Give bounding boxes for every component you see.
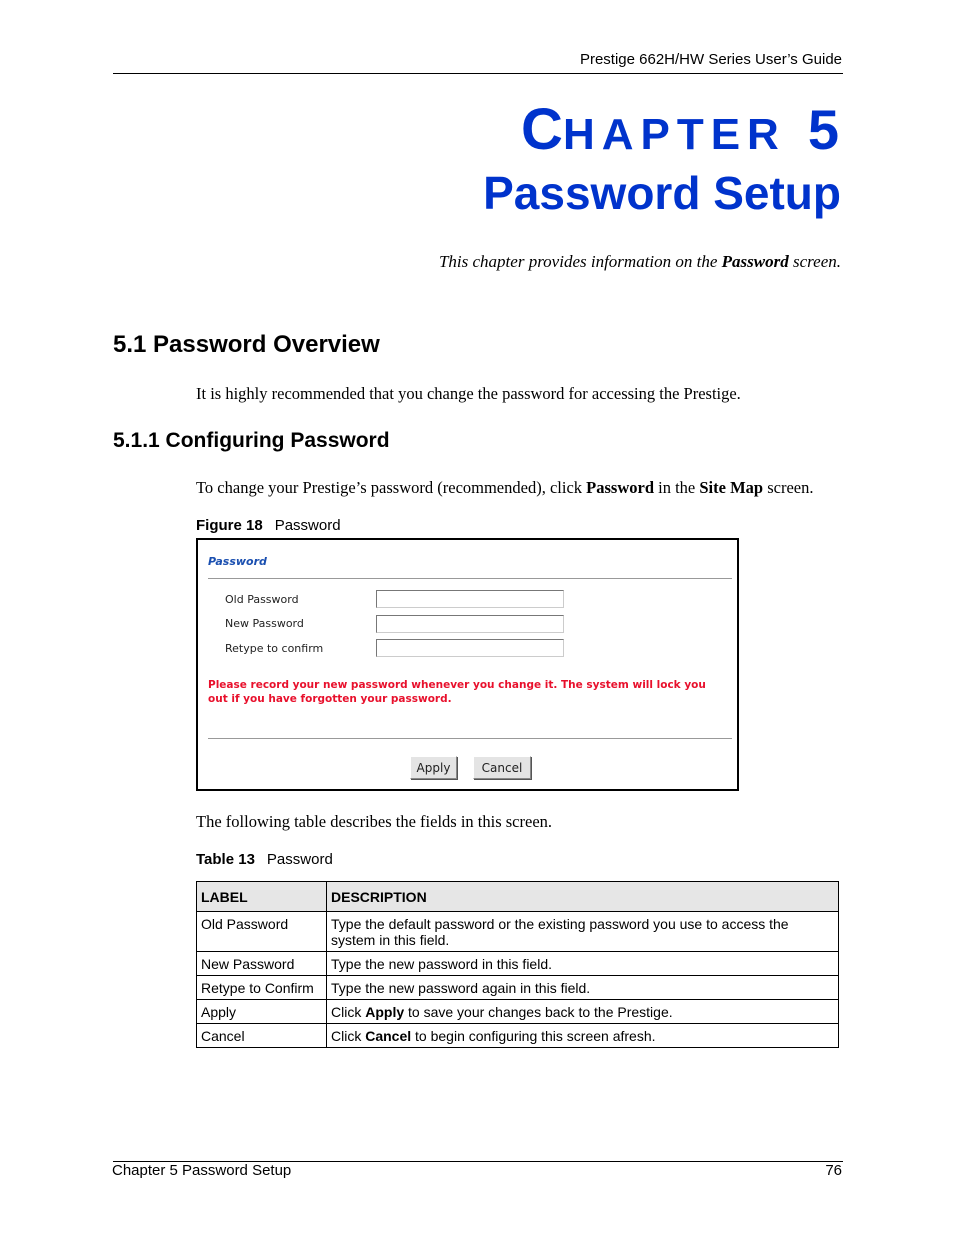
configuring-text-2: in the bbox=[654, 478, 700, 497]
figure-caption bbox=[196, 517, 341, 534]
table-header-row bbox=[197, 882, 839, 912]
section-heading-configuring: 5.1.1 Configuring Password bbox=[113, 429, 390, 452]
chapter-label bbox=[521, 96, 839, 163]
row-description-bold: Apply bbox=[365, 1004, 405, 1020]
new-password-label: New Password bbox=[225, 617, 304, 630]
chapter-title: Password Setup bbox=[483, 167, 841, 219]
chapter-label-rest: HAPTER bbox=[562, 110, 786, 159]
configuring-bold-password: Password bbox=[586, 478, 654, 497]
chapter-intro bbox=[439, 252, 841, 272]
screen-title-divider bbox=[208, 578, 732, 580]
row-description: Type the new password in this field. bbox=[327, 952, 839, 976]
table-intro: The following table describes the fields in this screen. bbox=[196, 812, 553, 831]
row-description: Type the new password again in this field. bbox=[327, 976, 839, 1000]
cancel-button[interactable]: Cancel bbox=[473, 756, 531, 779]
row-label: Cancel bbox=[197, 1024, 327, 1048]
password-screen-figure bbox=[196, 538, 739, 791]
apply-button[interactable]: Apply bbox=[410, 756, 457, 779]
row-label: Old Password bbox=[197, 912, 327, 952]
table-caption-text: Password bbox=[266, 851, 333, 868]
chapter-intro-text: This chapter provides information on the bbox=[438, 252, 722, 271]
old-password-label: Old Password bbox=[225, 593, 299, 606]
column-header-label: LABEL bbox=[197, 882, 327, 912]
new-password-input[interactable] bbox=[376, 615, 564, 633]
table-caption-label: Table 13 bbox=[196, 851, 255, 868]
row-label: New Password bbox=[197, 952, 327, 976]
chapter-number: 5 bbox=[807, 98, 839, 161]
retype-password-label: Retype to confirm bbox=[225, 642, 324, 655]
row-description-text: to save your changes back to the Prestige. bbox=[404, 1004, 673, 1020]
figure-caption-label: Figure 18 bbox=[196, 517, 263, 534]
row-description-text: to begin configuring this screen afresh. bbox=[411, 1028, 656, 1044]
password-warning: Please record your new password whenever you change it. The system will lock you out if you have forgotten your password. bbox=[208, 679, 706, 705]
chapter-intro-bold: Password bbox=[721, 252, 789, 271]
page-number: 76 bbox=[825, 1162, 842, 1179]
header-rule bbox=[113, 73, 843, 74]
button-divider bbox=[208, 738, 732, 740]
table-row bbox=[197, 976, 839, 1000]
chapter-label-initial: C bbox=[521, 97, 563, 162]
configuring-paragraph bbox=[196, 478, 813, 498]
table-row bbox=[197, 1000, 839, 1024]
chapter-intro-end: screen. bbox=[788, 252, 841, 271]
table-row bbox=[197, 1024, 839, 1048]
row-description-text: Click bbox=[331, 1004, 366, 1020]
section-heading-overview: 5.1 Password Overview bbox=[113, 331, 380, 358]
row-description-bold: Cancel bbox=[365, 1028, 412, 1044]
fields-table bbox=[196, 881, 839, 1048]
configuring-bold-sitemap: Site Map bbox=[699, 478, 764, 497]
table-row bbox=[197, 912, 839, 952]
configuring-text-3: screen. bbox=[763, 478, 814, 497]
overview-paragraph: It is highly recommended that you change the password for accessing the Prestige. bbox=[196, 384, 741, 403]
row-description bbox=[327, 1024, 839, 1048]
column-header-description: DESCRIPTION bbox=[327, 882, 839, 912]
configuring-text-1: To change your Prestige’s password (recommended), click bbox=[196, 478, 587, 497]
row-description: Type the default password or the existing password you use to access the system in this field. bbox=[327, 912, 839, 952]
screen-title: Password bbox=[208, 555, 267, 568]
row-description-text: Click bbox=[331, 1028, 366, 1044]
row-label: Retype to Confirm bbox=[197, 976, 327, 1000]
row-label: Apply bbox=[197, 1000, 327, 1024]
running-header: Prestige 662H/HW Series User’s Guide bbox=[579, 51, 842, 68]
retype-password-input[interactable] bbox=[376, 639, 564, 657]
figure-caption-text: Password bbox=[274, 517, 341, 534]
row-description bbox=[327, 1000, 839, 1024]
table-row bbox=[197, 952, 839, 976]
old-password-input[interactable] bbox=[376, 590, 564, 608]
footer-chapter-title: Chapter 5 Password Setup bbox=[112, 1162, 292, 1179]
table-caption bbox=[196, 851, 333, 868]
